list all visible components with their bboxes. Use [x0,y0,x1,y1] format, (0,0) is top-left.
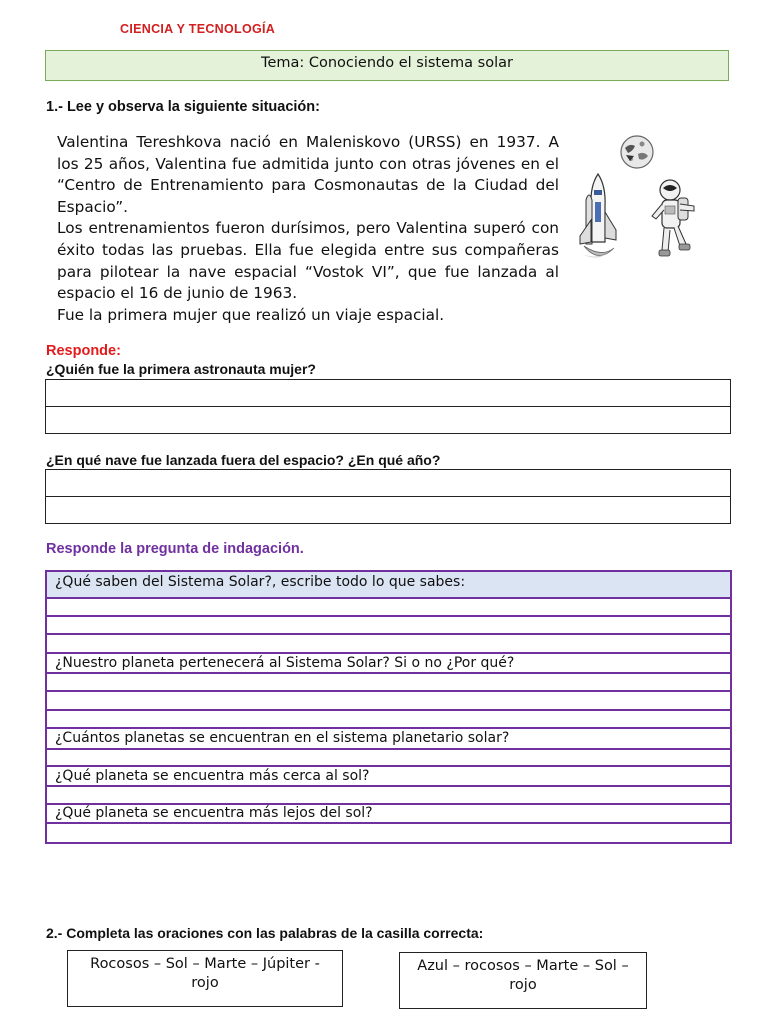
indagacion-question-5: ¿Qué planeta se encuentra más lejos del sol? [47,805,730,824]
subject-title: CIENCIA Y TECNOLOGÍA [120,22,276,36]
indagacion-question-3: ¿Cuántos planetas se encuentran en el sistema planetario solar? [47,729,730,750]
answer-line[interactable] [46,470,730,497]
indagacion-heading: Responde la pregunta de indagación. [46,541,304,557]
answer-line[interactable] [47,674,730,692]
answer-line[interactable] [47,787,730,805]
answer-line[interactable] [47,750,730,767]
answer-line[interactable] [47,635,730,654]
word-box-2: Azul – rocosos – Marte – Sol – rojo [399,952,647,1009]
story-paragraph-1: Valentina Tereshkova nació en Maleniskovo (URSS) en 1937. A los 25 años, Valentina fue admitida junto con otras jóvenes en el “Centro de Entrenamiento para Cosmonautas de la Ciudad del Espacio”. [57,133,559,216]
answer-line[interactable] [46,497,730,523]
indagacion-question-4: ¿Qué planeta se encuentra más cerca al sol? [47,767,730,787]
topic-box: Tema: Conociendo el sistema solar [45,50,729,81]
answer-table-1 [45,379,731,434]
story-text [57,132,559,326]
space-shuttle-icon [572,172,622,264]
answer-line[interactable] [46,380,730,407]
answer-line[interactable] [47,599,730,617]
answer-line[interactable] [47,617,730,635]
answer-line[interactable] [46,407,730,433]
section-2-heading: 2.- Completa las oraciones con las palabras de la casilla correcta: [46,925,484,941]
indagacion-question-2: ¿Nuestro planeta pertenecerá al Sistema Solar? Si o no ¿Por qué? [47,654,730,674]
answer-line[interactable] [47,692,730,711]
answer-table-2 [45,469,731,524]
indagacion-table [45,570,732,844]
indagacion-question-1: ¿Qué saben del Sistema Solar?, escribe todo lo que sabes: [47,572,730,599]
moon-icon [616,134,658,170]
astronaut-icon [648,176,702,262]
responde-label: Responde: [46,343,121,359]
question-2: ¿En qué nave fue lanzada fuera del espacio? ¿En qué año? [46,452,441,468]
section-1-heading: 1.- Lee y observa la siguiente situación: [46,99,320,115]
story-paragraph-3: Fue la primera mujer que realizó un viaje espacial. [57,305,445,324]
answer-line[interactable] [47,711,730,729]
question-1: ¿Quién fue la primera astronauta mujer? [46,361,316,377]
story-paragraph-2: Los entrenamientos fueron durísimos, pero Valentina superó con éxito todas las pruebas. Ella fue elegida entre sus compañeras para pilotear la nave espacial “Vostok VI”, que fue lanzada al espacio el 16 de junio de 1963. [57,219,559,303]
word-box-1: Rocosos – Sol – Marte – Júpiter - rojo [67,950,343,1007]
answer-line[interactable] [47,824,730,842]
